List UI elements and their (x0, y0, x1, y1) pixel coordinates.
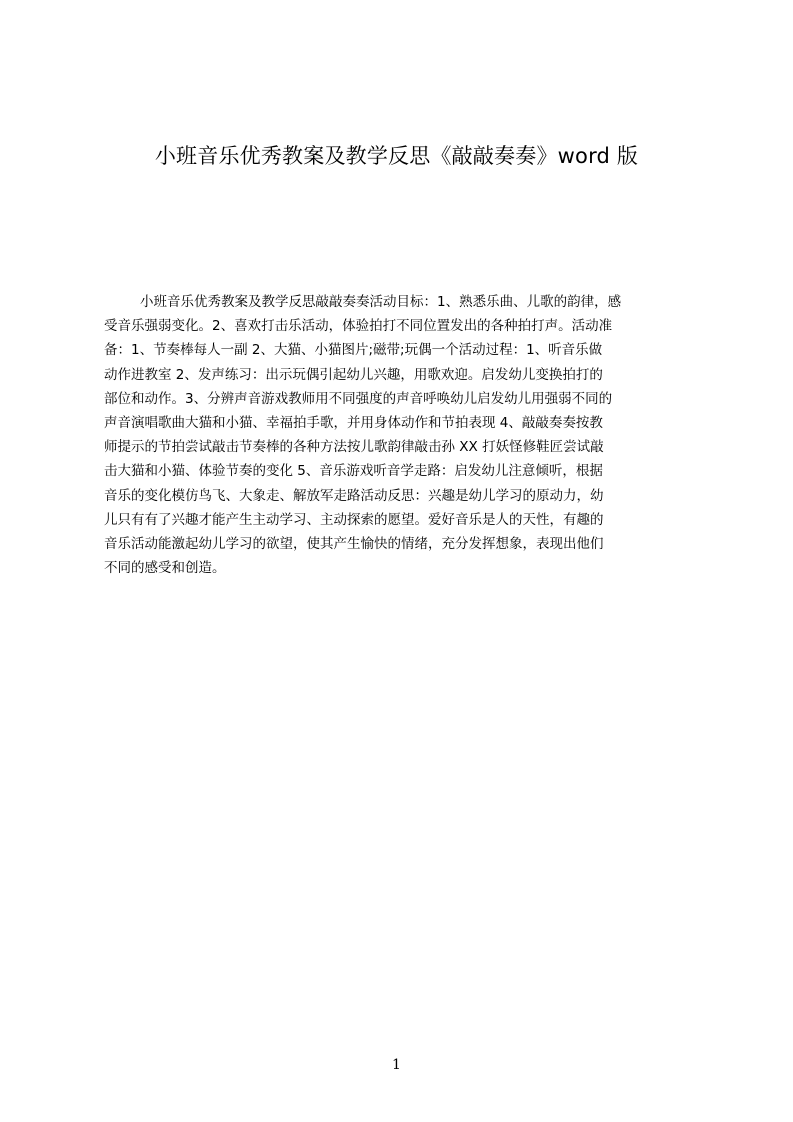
body-line: 音乐活动能激起幼儿学习的欲望，使其产生愉快的情绪，充分发挥想象，表现出他们 (104, 535, 604, 552)
body-line: 师提示的节拍尝试敲击节奏棒的各种方法按儿歌韵律敲击孙 XX 打妖怪修鞋匠尝试敲 (104, 439, 604, 456)
body-line: 不同的感受和创造。 (104, 560, 226, 577)
body-line: 受音乐强弱变化。2、喜欢打击乐活动，体验拍打不同位置发出的各种拍打声。活动准 (104, 318, 613, 335)
body-line: 儿只有有了兴趣才能产生主动学习、主动探索的愿望。爱好音乐是人的天性，有趣的 (104, 511, 604, 528)
body-line: 动作进教室 2、发声练习：出示玩偶引起幼儿兴趣，用歌欢迎。启发幼儿变换拍打的 (104, 366, 603, 383)
document-title: 小班音乐优秀教案及教学反思《敲敲奏奏》word 版 (154, 144, 639, 168)
page-number: 1 (392, 1057, 401, 1073)
body-line: 备：1、节奏棒每人一副 2、大猫、小猫图片;磁带;玩偶一个活动过程：1、听音乐做 (104, 342, 603, 359)
body-line: 小班音乐优秀教案及教学反思敲敲奏奏活动目标：1、熟悉乐曲、儿歌的韵律，感 (140, 294, 622, 310)
document-body (104, 290, 708, 610)
body-line: 声音演唱歌曲大猫和小猫、幸福拍手歌，并用身体动作和节拍表现 4、敲敲奏奏按教 (104, 414, 603, 431)
body-line: 击大猫和小猫、体验节奏的变化 5、音乐游戏听音学走路：启发幼儿注意倾听，根据 (104, 463, 603, 480)
body-line: 音乐的变化模仿鸟飞、大象走、解放军走路活动反思：兴趣是幼儿学习的原动力，幼 (104, 487, 604, 504)
body-line: 部位和动作。3、分辨声音游戏教师用不同强度的声音呼唤幼儿启发幼儿用强弱不同的 (104, 390, 613, 407)
